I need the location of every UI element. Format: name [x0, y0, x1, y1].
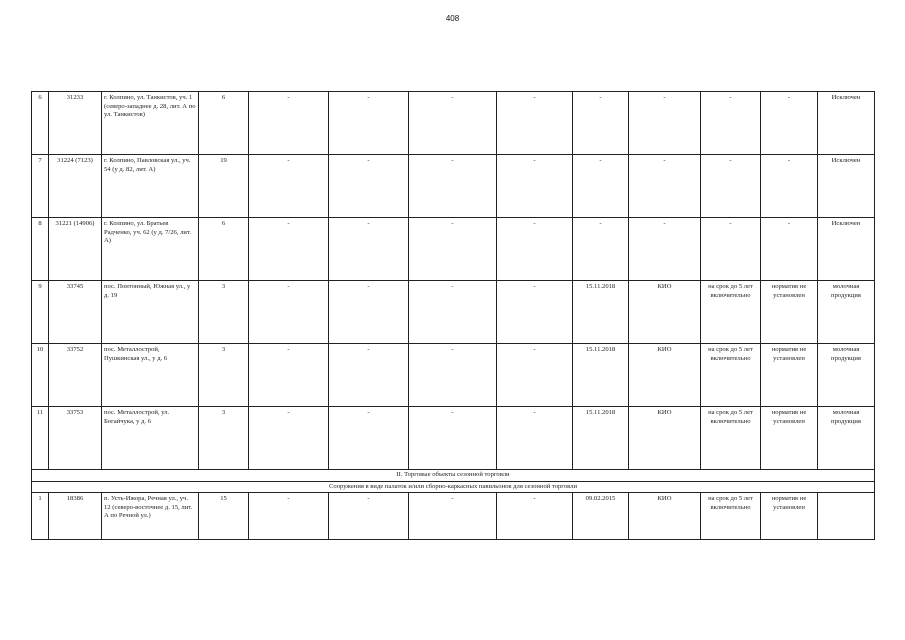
- cell-c8: -: [497, 281, 573, 344]
- table-row: [32, 344, 875, 407]
- cell-c8: -: [497, 218, 573, 281]
- cell-no: 9: [32, 281, 49, 344]
- cell-c8: -: [497, 155, 573, 218]
- cell-c9: 15.11.2018: [573, 407, 629, 470]
- cell-c9: 09.02.2015: [573, 493, 629, 540]
- cell-c5: -: [249, 344, 329, 407]
- cell-c10: -: [629, 155, 701, 218]
- cell-code: 18386: [49, 493, 102, 540]
- cell-area: 19: [199, 155, 249, 218]
- cell-c8: -: [497, 92, 573, 155]
- cell-code: 33753: [49, 407, 102, 470]
- cell-c5: -: [249, 218, 329, 281]
- cell-c12: норматив не установлен: [761, 407, 818, 470]
- cell-area: 3: [199, 407, 249, 470]
- subsection-header-row: [32, 481, 875, 493]
- cell-c8: -: [497, 344, 573, 407]
- cell-c12: -: [761, 218, 818, 281]
- cell-c11: на срок до 5 лет включительно: [701, 281, 761, 344]
- cell-c6: -: [329, 493, 409, 540]
- table-row: [32, 407, 875, 470]
- cell-no: 1: [32, 493, 49, 540]
- cell-c8: -: [497, 493, 573, 540]
- cell-address: г. Колпино, Павловская ул., уч. 54 (у д. 82, лит. А): [102, 155, 199, 218]
- cell-c9: 15.11.2018: [573, 344, 629, 407]
- cell-address: пос. Металлострой, Пушкинская ул., у д. 6: [102, 344, 199, 407]
- cell-note: молочная продукция: [818, 344, 875, 407]
- section-header-row: [32, 470, 875, 482]
- cell-c7: -: [409, 92, 497, 155]
- cell-c6: -: [329, 155, 409, 218]
- cell-c9: 15.11.2018: [573, 281, 629, 344]
- cell-c6: -: [329, 344, 409, 407]
- section-title: II. Торговые объекты сезонной торговли: [32, 470, 875, 482]
- registry-table: [31, 91, 875, 540]
- cell-note: [818, 493, 875, 540]
- cell-code: 31233: [49, 92, 102, 155]
- page-number: 408: [445, 14, 460, 23]
- cell-c5: -: [249, 92, 329, 155]
- cell-c7: -: [409, 344, 497, 407]
- table-row: [32, 493, 875, 540]
- cell-c10: КИО: [629, 344, 701, 407]
- table-row: [32, 155, 875, 218]
- cell-c7: -: [409, 407, 497, 470]
- cell-note: Исключен: [818, 218, 875, 281]
- cell-address: п. Усть-Ижора, Речная ул., уч. 12 (северо-восточнее д. 15, лит. А по Речной ул.): [102, 493, 199, 540]
- cell-code: 33745: [49, 281, 102, 344]
- cell-c5: -: [249, 493, 329, 540]
- cell-address: пос. Понтонный, Южная ул., у д. 19: [102, 281, 199, 344]
- cell-address: г. Колпино, ул. Танкистов, уч. 1 (северо-западнее д. 28, лит. А по ул. Танкистов): [102, 92, 199, 155]
- cell-c6: -: [329, 407, 409, 470]
- table-row: [32, 92, 875, 155]
- cell-c11: на срок до 5 лет включительно: [701, 493, 761, 540]
- cell-c10: -: [629, 218, 701, 281]
- cell-code: 31224 (7123): [49, 155, 102, 218]
- cell-c11: -: [701, 155, 761, 218]
- cell-area: 3: [199, 281, 249, 344]
- cell-c12: норматив не установлен: [761, 344, 818, 407]
- cell-no: 11: [32, 407, 49, 470]
- cell-c11: -: [701, 218, 761, 281]
- cell-area: 3: [199, 344, 249, 407]
- cell-area: 6: [199, 92, 249, 155]
- cell-c10: КИО: [629, 407, 701, 470]
- cell-address: пос. Металлострой, ул. Богайчука, у д. 6: [102, 407, 199, 470]
- cell-code: 31221 (14906): [49, 218, 102, 281]
- cell-note: молочная продукция: [818, 281, 875, 344]
- cell-c8: -: [497, 407, 573, 470]
- cell-c6: -: [329, 218, 409, 281]
- cell-c6: -: [329, 281, 409, 344]
- cell-c12: норматив не установлен: [761, 493, 818, 540]
- cell-note: молочная продукция: [818, 407, 875, 470]
- cell-c7: -: [409, 218, 497, 281]
- cell-c9: -: [573, 155, 629, 218]
- cell-no: 6: [32, 92, 49, 155]
- cell-c6: -: [329, 92, 409, 155]
- subsection-title: Сооружения в виде палаток и/или сборно-каркасных павильонов для сезонной торговли: [32, 481, 875, 493]
- cell-no: 7: [32, 155, 49, 218]
- cell-c10: -: [629, 92, 701, 155]
- cell-c12: норматив не установлен: [761, 281, 818, 344]
- cell-code: 33752: [49, 344, 102, 407]
- cell-note: Исключен: [818, 155, 875, 218]
- cell-c10: КИО: [629, 493, 701, 540]
- cell-c11: -: [701, 92, 761, 155]
- cell-c9: -: [573, 218, 629, 281]
- cell-note: Исключен: [818, 92, 875, 155]
- cell-c5: -: [249, 281, 329, 344]
- cell-c10: КИО: [629, 281, 701, 344]
- cell-c7: -: [409, 155, 497, 218]
- cell-c12: -: [761, 92, 818, 155]
- cell-c11: на срок до 5 лет включительно: [701, 344, 761, 407]
- cell-address: г. Колпино, ул. Братьев Радченко, уч. 62 (у д. 7/26, лит. А): [102, 218, 199, 281]
- cell-no: 8: [32, 218, 49, 281]
- cell-c9: -: [573, 92, 629, 155]
- cell-no: 10: [32, 344, 49, 407]
- cell-c5: -: [249, 407, 329, 470]
- cell-c11: на срок до 5 лет включительно: [701, 407, 761, 470]
- cell-area: 15: [199, 493, 249, 540]
- table-row: [32, 218, 875, 281]
- cell-c12: -: [761, 155, 818, 218]
- cell-c7: -: [409, 493, 497, 540]
- cell-c7: -: [409, 281, 497, 344]
- table-row: [32, 281, 875, 344]
- cell-c5: -: [249, 155, 329, 218]
- cell-area: 6: [199, 218, 249, 281]
